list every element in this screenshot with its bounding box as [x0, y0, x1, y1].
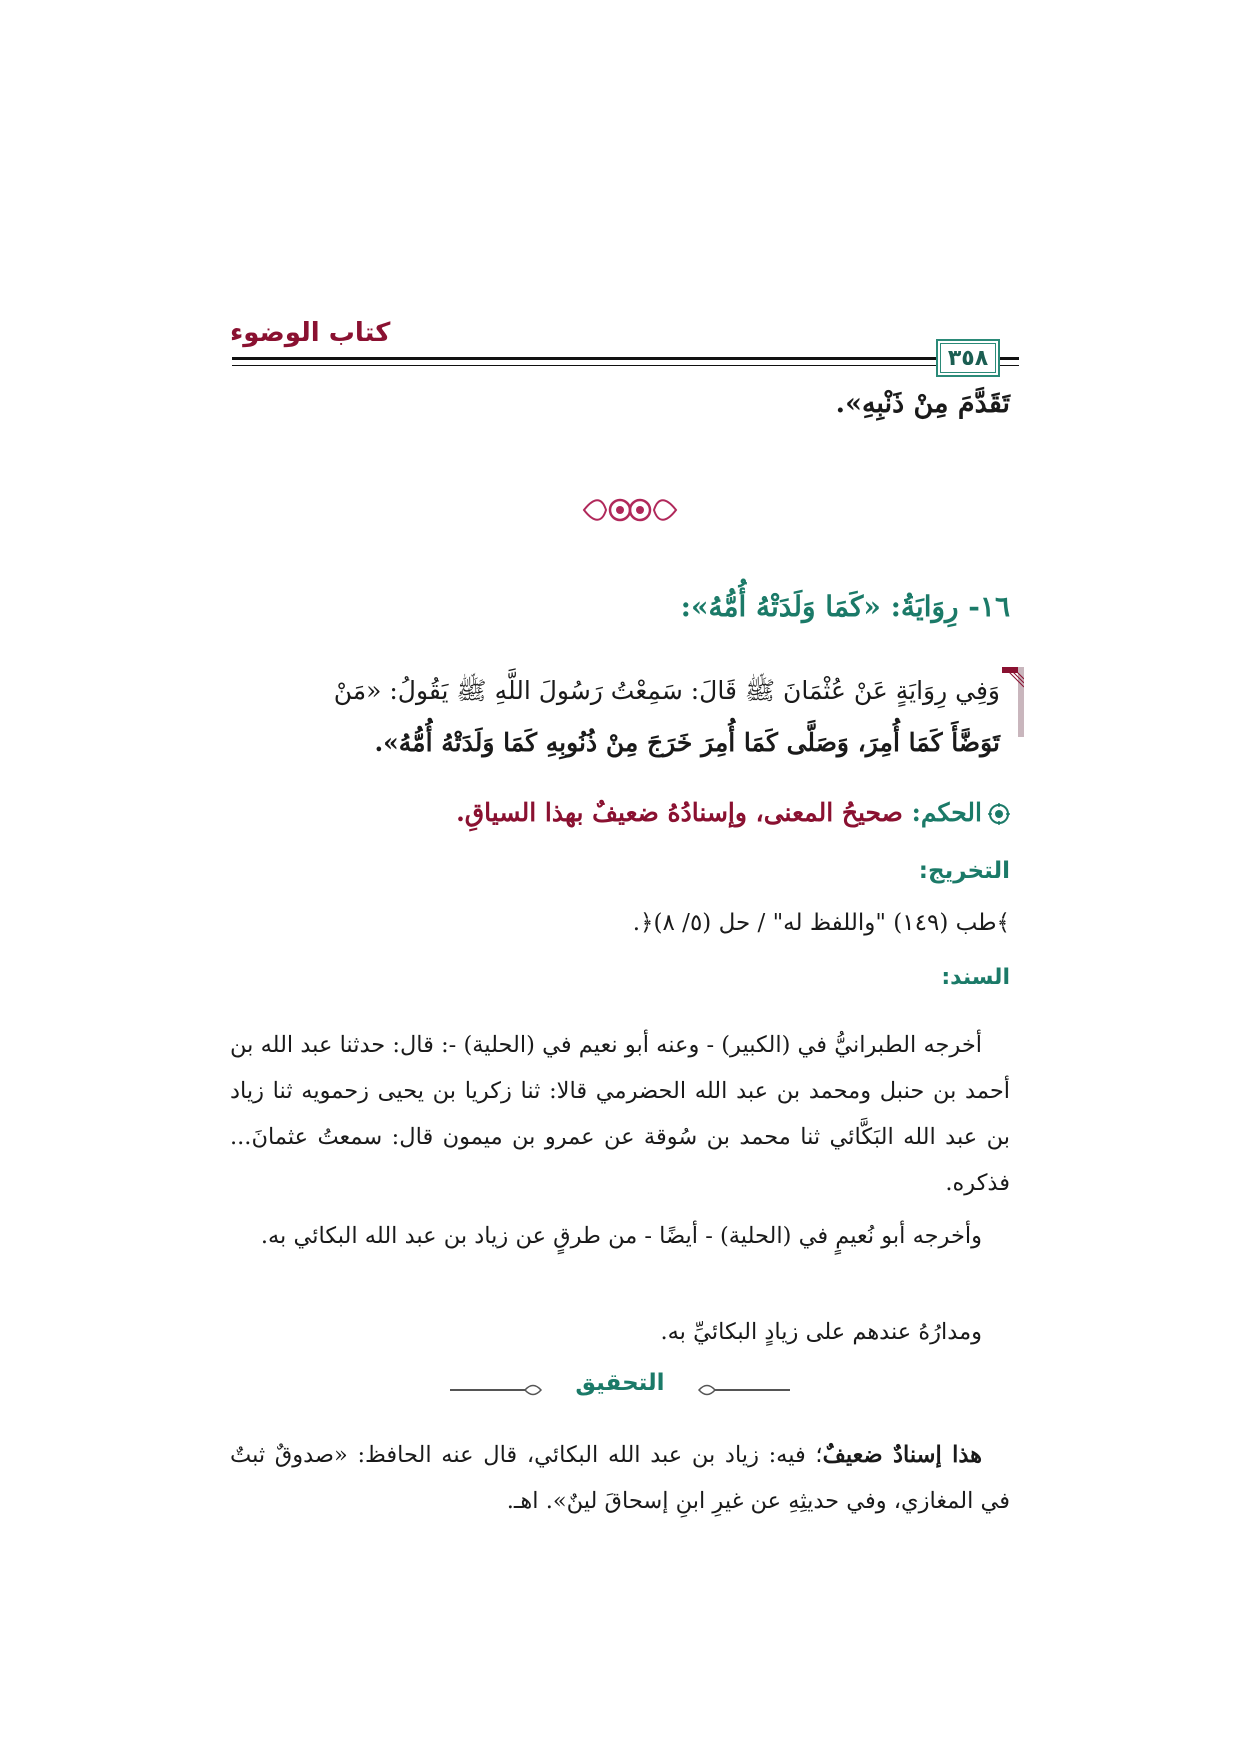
tahqiq-text: ؛ فيه: زياد بن عبد الله البكائي، قال عنه الحافظ: «صدوقٌ ثبتٌ في المغازي، وفي حديثِهِ عن غيرِ ابنِ إسحاقَ لينٌ». اهـ. — [230, 1442, 1010, 1514]
sanad-paragraph-text: أخرجه الطبرانيُّ في (الكبير) - وعنه أبو نعيم في (الحلية) -: قال: حدثنا عبد الله بن أحمد بن حنبل ومحمد بن عبد الله الحضرمي قالا: ثنا زكريا بن يحيى زحمويه ثنا زياد بن عبد الله البَكَّائي ثنا محمد بن سُوقة عن عمرو بن ميمون قال: سمعتُ عثمانَ... فذكره. — [230, 1032, 1010, 1196]
running-title: كتاب الوضوء — [230, 318, 391, 348]
continuation-text: تَقَدَّمَ مِنْ ذَنْبِهِ». — [835, 388, 1010, 419]
takhrij-label: التخريج: — [918, 858, 1010, 884]
hadith-line: تَوَضَّأَ كَمَا أُمِرَ، وَصَلَّى كَمَا أُمِرَ خَرَجَ مِنْ ذُنُوبِهِ كَمَا وَلَدَتْهُ أُمُّهُ». — [374, 728, 1000, 757]
ruling-label: الحكم: — [911, 798, 982, 827]
hadith-text — [230, 665, 1000, 769]
header-rule-thick — [232, 357, 1019, 360]
floral-divider-icon — [580, 493, 680, 527]
sanad-paragraph-text: ومدارُهُ عندهم على زيادٍ البكائيِّ به. — [660, 1319, 982, 1345]
corner-ornament-icon — [1002, 667, 1024, 737]
sanad-paragraph — [230, 1022, 1010, 1206]
tahqiq-label: التحقيق — [575, 1370, 665, 1396]
sanad-paragraph-text: وأخرجه أبو نُعيمٍ في (الحلية) - أيضًا - من طرقٍ عن زياد بن عبد الله البكائي به. — [260, 1223, 982, 1249]
tahqiq-bold: هذا إسنادٌ ضعيفٌ — [822, 1442, 982, 1468]
ruling-line — [230, 798, 1010, 827]
rosette-icon — [988, 803, 1010, 825]
header-rule-thin — [232, 365, 1019, 366]
section-heading: ١٦- رِوَايَةُ: «كَمَا وَلَدَتْهُ أُمُّهُ»: — [680, 590, 1010, 623]
tahqiq-paragraph — [230, 1432, 1010, 1524]
sanad-paragraph — [230, 1213, 1010, 1259]
page-number-box — [936, 339, 1000, 377]
takhrij-text: ﴾طب (١٤٩) "واللفظ له" / حل (٥/ ٨)﴿. — [632, 910, 1010, 936]
page-number: ٣٥٨ — [947, 345, 989, 371]
hadith-line: وَفِي رِوَايَةٍ عَنْ عُثْمَانَ ﷺ قَالَ: سَمِعْتُ رَسُولَ اللَّهِ ﷺ يَقُولُ: «مَنْ — [333, 676, 1000, 705]
ruling-value: صحيحُ المعنى، وإسنادُهُ ضعيفٌ بهذا السياقِ. — [456, 798, 903, 827]
sanad-label: السند: — [941, 965, 1010, 990]
sanad-paragraph — [230, 1309, 1010, 1355]
